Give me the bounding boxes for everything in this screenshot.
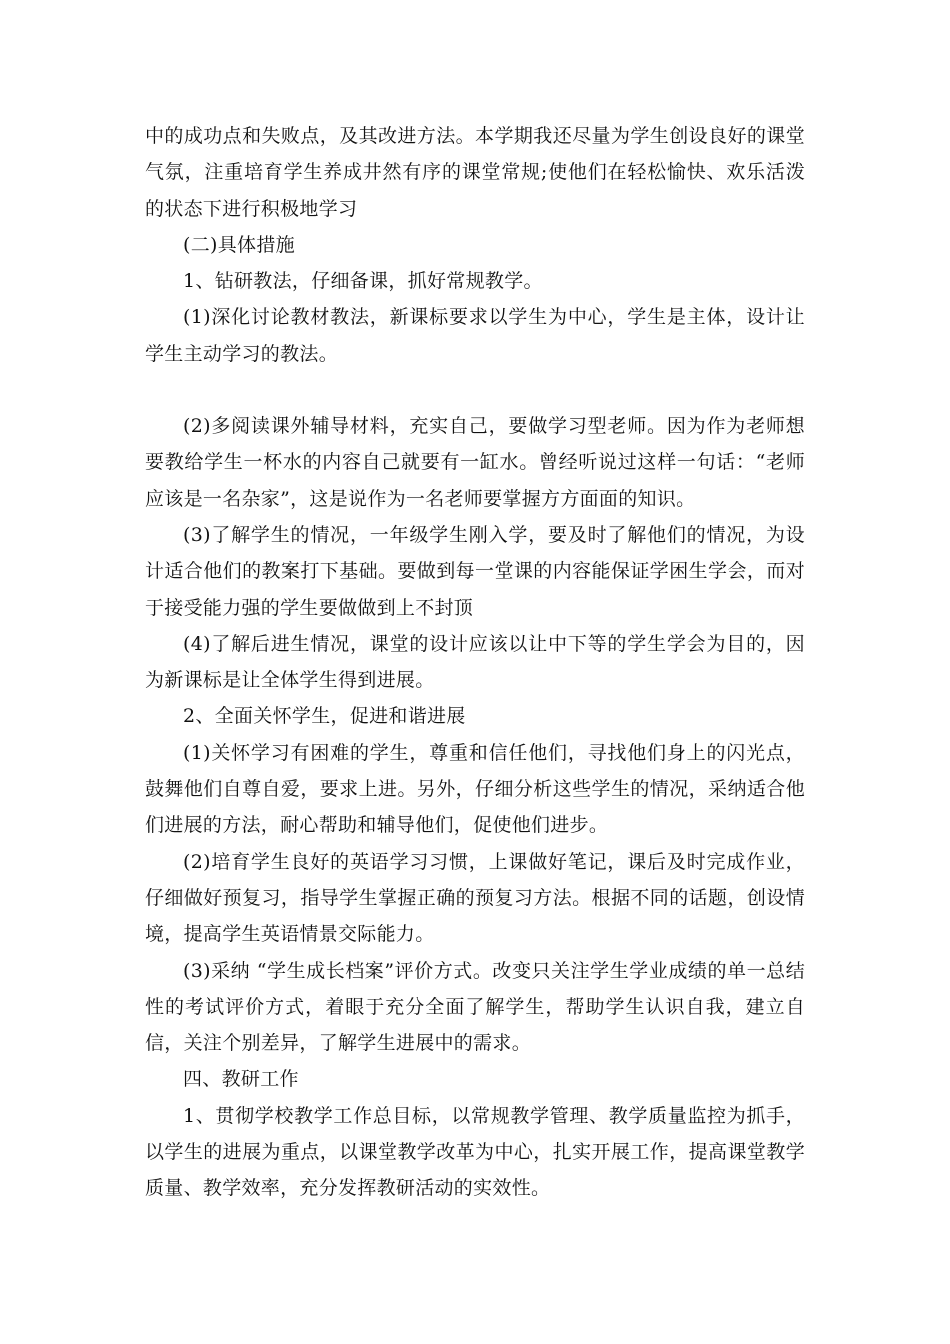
section-heading-specific-measures: (二)具体措施 — [183, 233, 295, 256]
paragraph-spacer — [145, 372, 805, 408]
paragraph-care-item-2: (2)培育学生良好的英语学习习惯，上课做好笔记，课后及时完成作业，仔细做好预复习，指导学生掌握正确的预复习方法。根据不同的话题，创设情境，提高学生英语情景交际能力。 — [145, 850, 805, 946]
paragraph-care-item-1: (1)关怀学习有困难的学生，尊重和信任他们，寻找他们身上的闪光点，鼓舞他们自尊自爱，要求上进。另外，仔细分析这些学生的情况，采纳适合他们进展的方法，耐心帮助和辅导他们，促使他们进步。 — [145, 741, 805, 837]
item-heading-study-teaching-methods: 1、钻研教法，仔细备课，抓好常规教学。 — [183, 270, 543, 293]
section-heading-teaching-research: 四、教研工作 — [183, 1068, 299, 1091]
paragraph-item-4: (4)了解后进生情况，课堂的设计应该以让中下等的学生学会为目的，因为新课标是让全体学生得到进展。 — [145, 632, 805, 692]
paragraph-research-item-1: 1、贯彻学校教学工作总目标，以常规教学管理、教学质量监控为抓手，以学生的进展为重点，以课堂教学改革为中心，扎实开展工作，提高课堂教学质量、教学效率，充分发挥教研活动的实效性。 — [145, 1104, 805, 1200]
paragraph-care-item-3: (3)采纳 “学生成长档案”评价方式。改变只关注学生学业成绩的单一总结性的考试评价方式，着眼于充分全面了解学生，帮助学生认识自我，建立自信，关注个别差异，了解学生进展中的需求。 — [145, 959, 805, 1055]
paragraph-item-1: (1)深化讨论教材教法，新课标要求以学生为中心，学生是主体，设计让学生主动学习的教法。 — [145, 306, 805, 365]
document-body — [145, 118, 805, 1207]
item-heading-care-for-students: 2、全面关怀学生，促进和谐进展 — [183, 705, 466, 728]
paragraph-continuation: 中的成功点和失败点，及其改进方法。本学期我还尽量为学生创设良好的课堂气氛，注重培育学生养成井然有序的课堂常规;使他们在轻松愉快、欢乐活泼的状态下进行积极地学习 — [145, 125, 805, 220]
paragraph-item-2: (2)多阅读课外辅导材料，充实自己，要做学习型老师。因为作为老师想要教给学生一杯水的内容自己就要有一缸水。曾经听说过这样一句话：“老师应该是一名杂家”，这是说作为一名老师要掌握方方面面的知识。 — [145, 415, 805, 510]
paragraph-item-3: (3)了解学生的情况，一年级学生刚入学，要及时了解他们的情况，为设计适合他们的教案打下基础。要做到每一堂课的内容能保证学困生学会，而对于接受能力强的学生要做做到上不封顶 — [145, 523, 805, 619]
